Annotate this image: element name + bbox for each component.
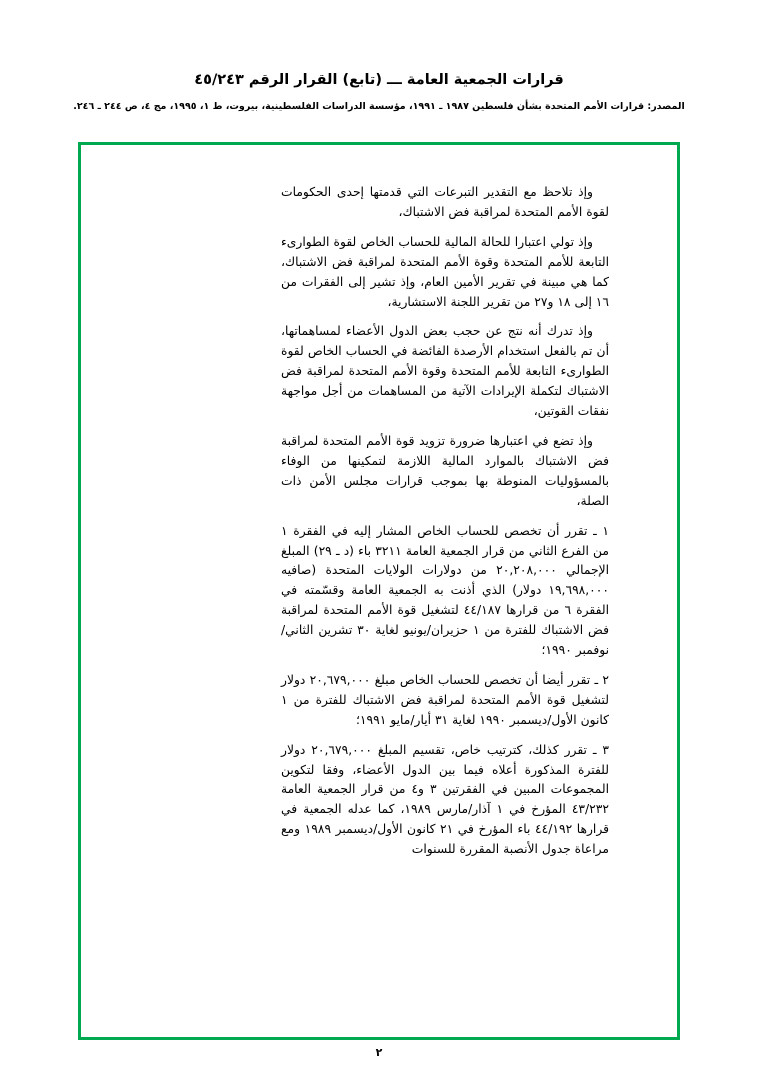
paragraph: وإذ تدرك أنه نتج عن حجب بعض الدول الأعضاء لمساهماتها، أن تم بالفعل استخدام الأرصدة الفائضة في الحساب الخاص لقوة الطوارىء التابعة للأمم المتحدة وقوة الأمم المتحدة لمراقبة فض الاشتباك لتكملة الإيرادات الآتية من المساهمات من أجل مواجهة نفقات القوتين، (281, 324, 609, 419)
paragraph-item-2: ٢ ـ تقرر أيضا أن تخصص للحساب الخاص مبلغ ٢٠,٦٧٩,٠٠٠ دولار لتشغيل قوة الأمم المتحدة لمراقبة فض الاشتباك للفترة من ١ كانون الأول/ديسمبر ١٩٩٠ لغاية ٣١ أيار/مايو ١٩٩١؛ (281, 672, 610, 727)
page-title: قرارات الجمعية العامة ـــ (تابع) القرار الرقم ٤٥/٢٤٣ (194, 72, 564, 88)
paragraph: وإذ تضع في اعتبارها ضرورة تزويد قوة الأمم المتحدة لمراقبة فض الاشتباك بالموارد المالية اللازمة لتمكينها من الوفاء بالمسؤوليات المنوطة بها بموجب قرارات مجلس الأمن ذات الصلة، (281, 433, 609, 508)
paragraph: وإذ تلاحظ مع التقدير التبرعات التي قدمتها إحدى الحكومات لقوة الأمم المتحدة لمراقبة فض الاشتباك، (281, 185, 609, 219)
document-header (0, 0, 758, 114)
document-body (281, 183, 609, 870)
source-line: المصدر: قرارات الأمم المتحدة بشأن فلسطين ١٩٨٧ ـ ١٩٩١، مؤسسة الدراسات الفلسطينية، بيروت، ط ١، ١٩٩٥، مج ٤، ص ٢٤٤ ـ ٢٤٦. (73, 101, 685, 113)
paragraph-item-1: ١ ـ تقرر أن تخصص للحساب الخاص المشار إليه في الفقرة ١ من الفرع الثاني من قرار الجمعية العامة ٣٢١١ باء (د ـ ٢٩) المبلغ الإجمالي ٢٠,٢٠٨,٠٠٠ من دولارات الولايات المتحدة (صافيه ١٩,٦٩٨,٠٠٠ دولار) الذي أذنت به الجمعية العامة وقسّمته في الفقرة ٦ من قرارها ٤٤/١٨٧ لتشغيل قوة الأمم المتحدة لمراقبة فض الاشتباك للفترة من ١ حزيران/يونيو لغاية ٣٠ تشرين الثاني/نوفمبر ١٩٩٠؛ (281, 523, 609, 658)
page-number: ٢ (375, 1046, 383, 1059)
paragraph-item-3: ٣ ـ تقرر كذلك، كترتيب خاص، تقسيم المبلغ ٢٠,٦٧٩,٠٠٠ دولار للفترة المذكورة أعلاه فيما بين الدول الأعضاء، وفقا لتكوين المجموعات المبين في الفقرتين ٣ و٤ من قرار الجمعية العامة ٤٣/٢٣٢ المؤرخ في ١ آذار/مارس ١٩٨٩، كما عدله الجمعية في قرارها ٤٤/١٩٢ باء المؤرخ في ٢١ كانون الأول/ديسمبر ١٩٨٩ ومع مراعاة جدول الأنصبة المقررة للسنوات (281, 742, 609, 857)
content-frame (78, 142, 680, 1040)
paragraph: وإذ تولي اعتبارا للحالة المالية للحساب الخاص لقوة الطوارىء التابعة للأمم المتحدة وقوة الأمم المتحدة لمراقبة فض الاشتباك، كما هي مبينة في تقرير الأمين العام، وإذ تشير إلى الفقرات من ١٦ إلى ١٨ و٢٧ من تقرير اللجنة الاستشارية، (281, 234, 609, 309)
